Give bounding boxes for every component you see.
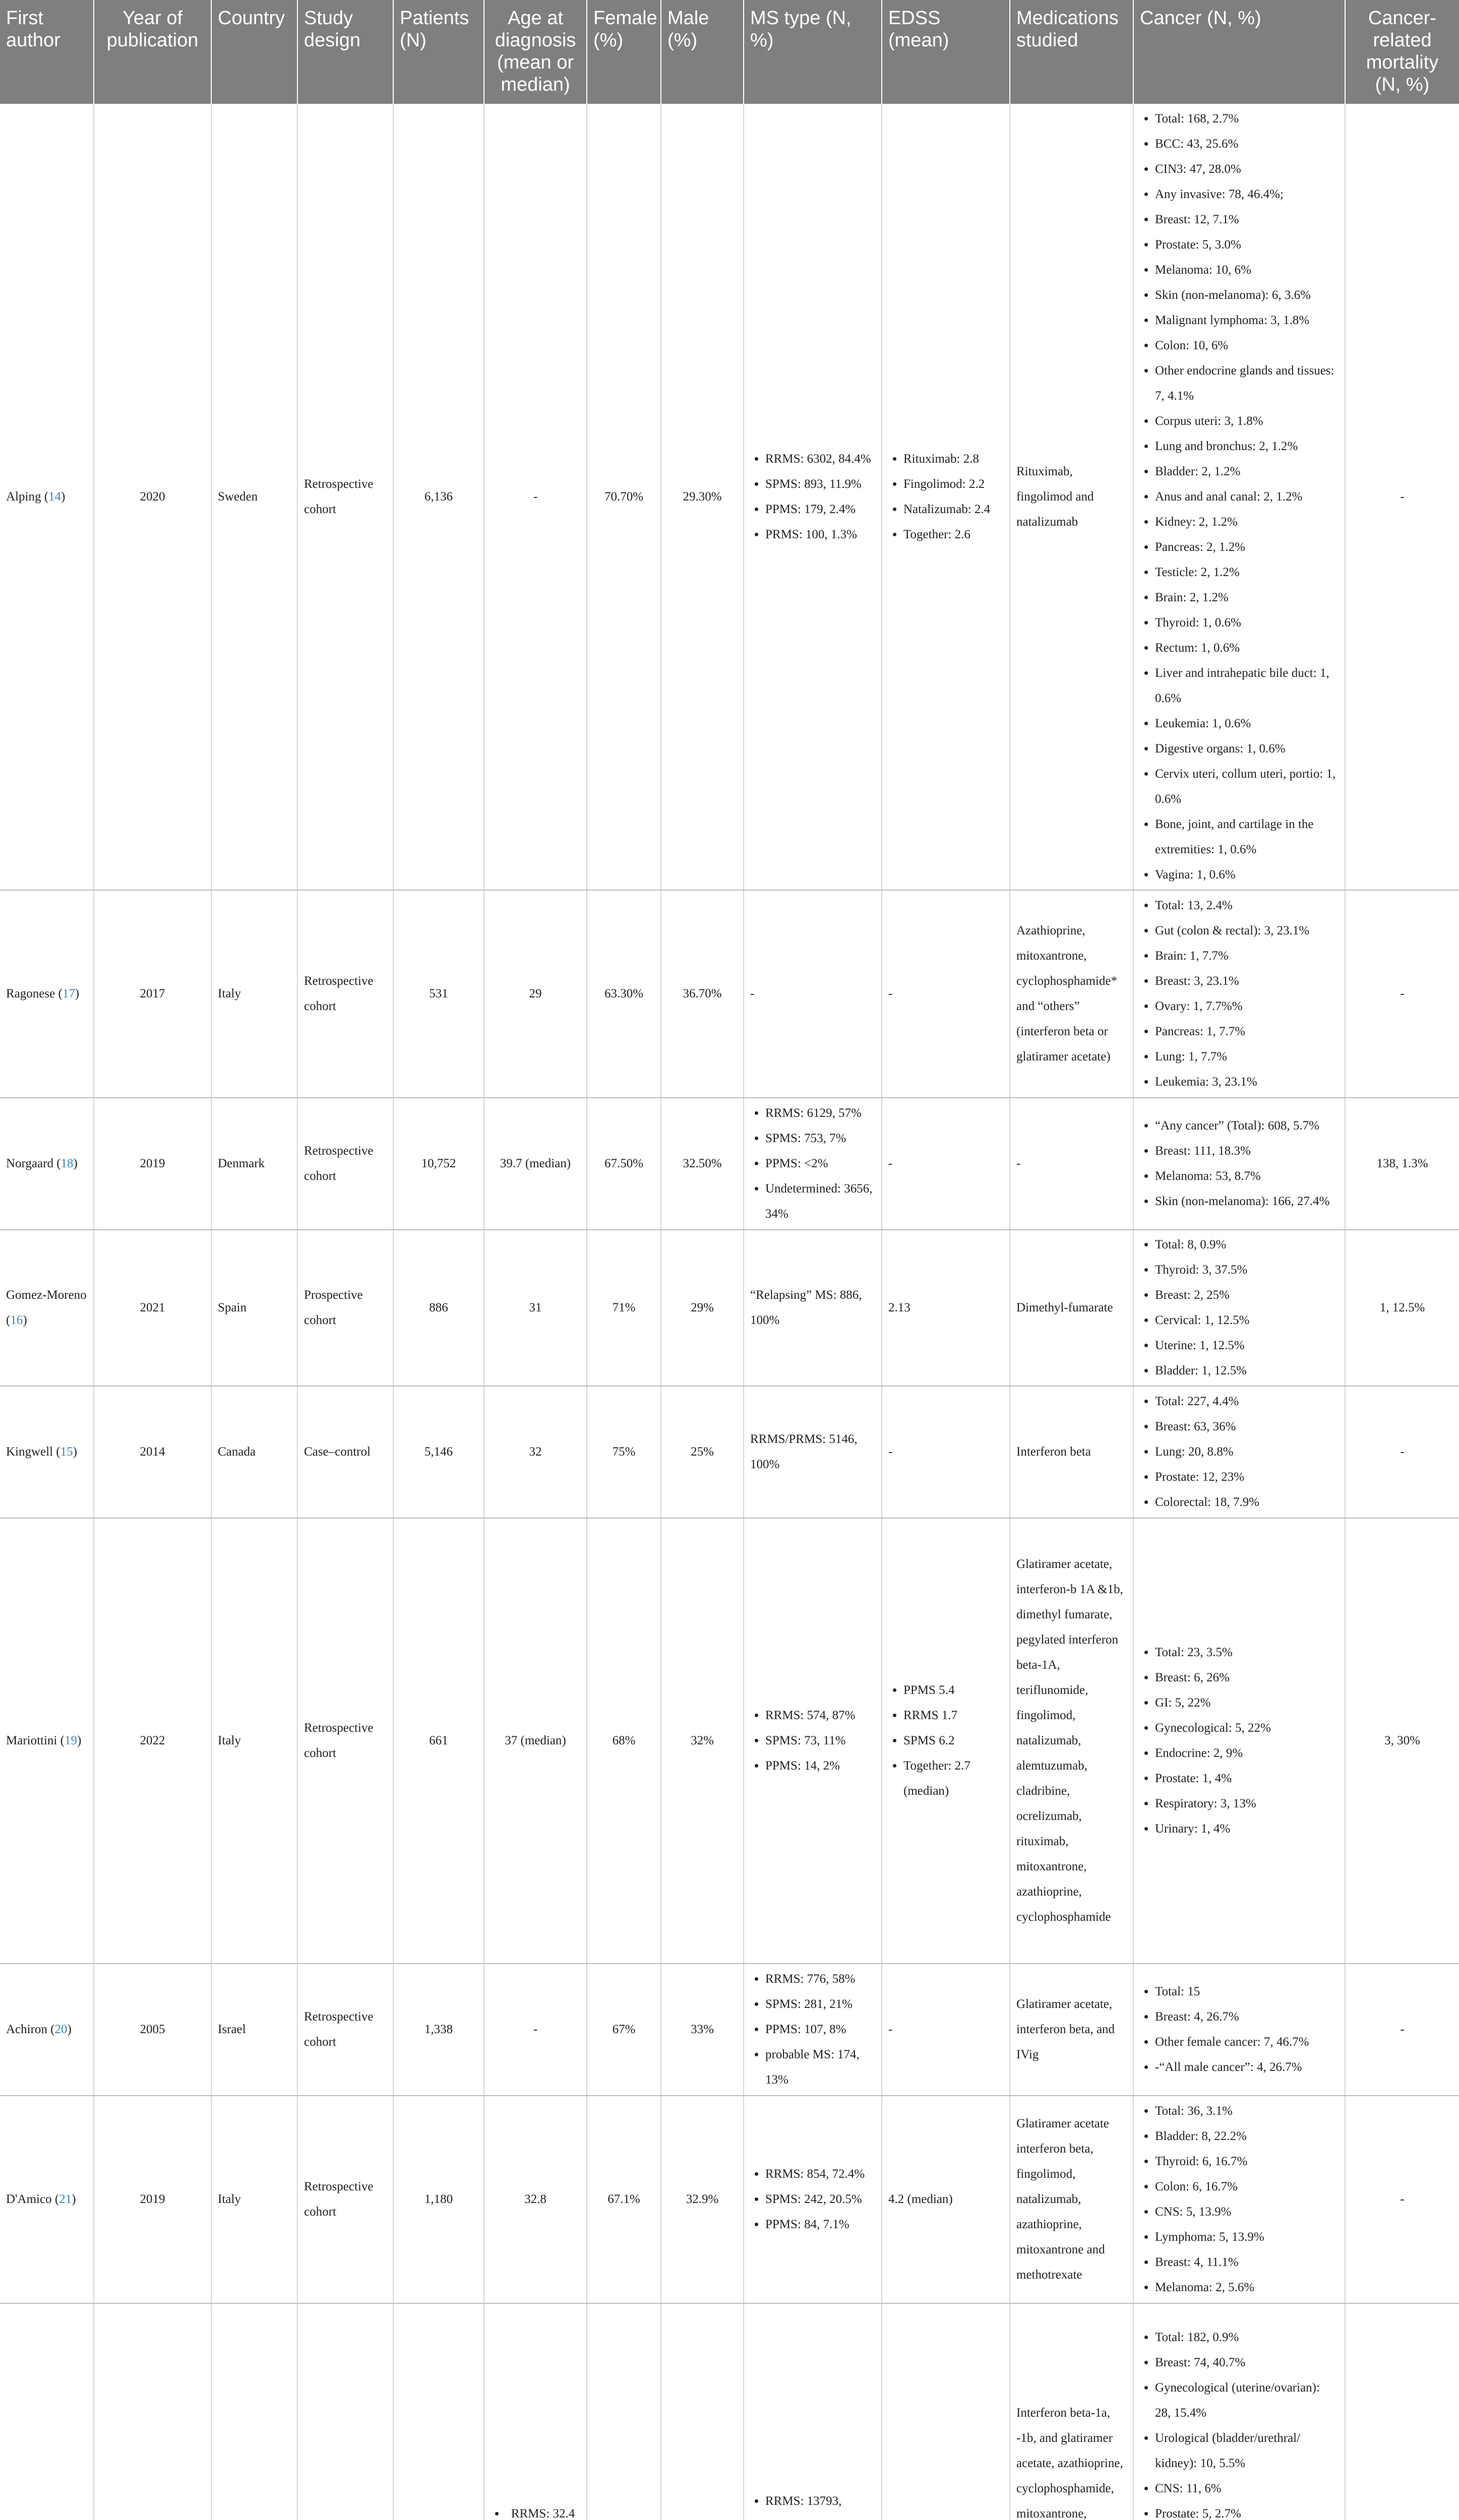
header-female: Female (%) [587,0,661,104]
list-item: • Leukemia: 3, 23.1% [1155,1069,1339,1095]
cell-male: 29% [661,1230,744,1386]
cell-patients: 531 [393,890,484,1098]
cell-cancer-list [1140,1389,1339,1515]
list-item: • Endocrine: 2, 9% [1155,1741,1339,1766]
cell-medications: - [1010,1098,1133,1230]
cell-medications: Interferon beta [1010,1386,1133,1518]
list-item: • Bladder: 8, 22.2% [1155,2124,1339,2149]
cell-ms-type [744,2096,882,2303]
list-item: • RRMS: 6129, 57% [765,1101,875,1126]
cell-mortality: 138, 1.3% [1345,1098,1459,1230]
list-item: • probable MS: 174, 13% [765,2042,875,2093]
cell-edss: - [882,1098,1010,1230]
cell-age: 32 [484,1386,587,1518]
cell-ms-type [744,1964,882,2096]
list-item: • Breast: 12, 7.1% [1155,207,1339,232]
list-item: • SPMS: 242, 20.5% [765,2187,875,2212]
cell-year: 2019 [94,2096,211,2303]
cell-patients: 1,180 [393,2096,484,2303]
list-item: • CNS: 11, 6% [1155,2476,1339,2501]
list-item: • Rituximab: 2.8 [903,447,1003,472]
header-study-design: Study design [297,0,393,104]
cell-cancer-list [1140,893,1339,1095]
list-item: • Testicle: 2, 1.2% [1155,560,1339,585]
cell-country: Canada [211,1386,297,1518]
list-item: • Prostate: 1, 4% [1155,1766,1339,1791]
author-name: Ragonese [6,987,55,1000]
list-item: • Total: 227, 4.4% [1155,1389,1339,1414]
cell-age: 32.8 [484,2096,587,2303]
cell-year: 2022 [94,1518,211,1964]
list-item: • Skin (non-melanoma): 6, 3.6% [1155,283,1339,308]
table-row [0,890,1459,1098]
reference-link[interactable]: 19 [64,1734,77,1747]
cell-author: Norgaard (18) [0,1098,94,1230]
cell-male: 33% [661,1964,744,2096]
list-item: • RRMS 1.7 [903,1703,1003,1728]
cell-age [484,2303,587,2520]
cell-male [661,2303,744,2520]
cell-patients [393,2303,484,2520]
cell-ms-type: - [744,890,882,1098]
cell-edss: - [882,1964,1010,2096]
cell-patients: 10,752 [393,1098,484,1230]
cell-cancer [1133,104,1345,890]
list-item: • Liver and intrahepatic bile duct: 1, 0.6% [1155,661,1339,711]
cell-medications: Dimethyl-fumarate [1010,1230,1133,1386]
cell-mortality [1345,2303,1459,2520]
list-item: • CNS: 5, 13.9% [1155,2199,1339,2225]
list-item: • Lung: 20, 8.8% [1155,1439,1339,1465]
list-item: • Uterine: 1, 12.5% [1155,1333,1339,1358]
list-item: • Prostate: 12, 23% [1155,1465,1339,1490]
cell-mortality: - [1345,1964,1459,2096]
list-item: • Urinary: 1, 4% [1155,1816,1339,1842]
cell-cancer [1133,2096,1345,2303]
author-name: Achiron [6,2023,47,2036]
header-medications: Medications studied [1010,0,1133,104]
author-name: D'Amico [6,2192,52,2206]
cell-author: Kingwell (15) [0,1386,94,1518]
cell-patients: 6,136 [393,104,484,890]
list-item: • Bone, joint, and cartilage in the extremities: 1, 0.6% [1155,812,1339,862]
cell-year: 2017 [94,890,211,1098]
cell-country [211,2303,297,2520]
list-item: • Lymphoma: 5, 13.9% [1155,2225,1339,2250]
cell-design: Retrospective cohort [297,1098,393,1230]
list-item: • Total: 13, 2.4% [1155,893,1339,918]
author-name: Norgaard [6,1157,53,1170]
list-item: • Thyroid: 1, 0.6% [1155,610,1339,636]
list-item: • Gut (colon & rectal): 3, 23.1% [1155,918,1339,943]
cell-year: 2014 [94,1386,211,1518]
cell-ms-type [744,1098,882,1230]
cell-edss [882,104,1010,890]
cell-patients: 1,338 [393,1964,484,2096]
list-item: • Pancreas: 2, 1.2% [1155,535,1339,560]
list-item: • Thyroid: 6, 16.7% [1155,2149,1339,2174]
list-item: • Lung: 1, 7.7% [1155,1044,1339,1069]
cell-mortality: 3, 30% [1345,1518,1459,1964]
header-male: Male (%) [661,0,744,104]
cell-female: 70.70% [587,104,661,890]
list-item: • RRMS: 574, 87% [765,1703,875,1728]
cell-design: Retrospective cohort [297,104,393,890]
cell-design: Case–control [297,1386,393,1518]
list-item: • Urological (bladder/urethral/ kidney): 10, 5.5% [1155,2426,1339,2476]
cell-female: 63.30% [587,890,661,1098]
list-item: • Breast: 4, 26.7% [1155,2004,1339,2030]
cell-male: 32.50% [661,1098,744,1230]
author-name: Mariottini [6,1734,57,1747]
list-item: • Melanoma: 10, 6% [1155,258,1339,283]
cell-ms-type: RRMS/PRMS: 5146, 100% [744,1386,882,1518]
list-item: • Leukemia: 1, 0.6% [1155,711,1339,736]
list-item: • Digestive organs: 1, 0.6% [1155,736,1339,762]
cell-ms-type: “Relapsing” MS: 886, 100% [744,1230,882,1386]
table-row [0,1518,1459,1964]
cell-medications: Glatiramer acetate, interferon-b 1A &1b, dimethyl fumarate, pegylated interferon beta-1A, teriflunomide, fingolimod, natalizumab, alemtuzumab, cladribine, ocrelizumab, rituximab, mitoxantrone, azathioprine, cyclophosphamide [1010,1518,1133,1964]
cell-age: - [484,1964,587,2096]
list-item: • Colorectal: 18, 7.9% [1155,1490,1339,1515]
list-item: • Prostate: 5, 3.0% [1155,232,1339,258]
author-name: Kingwell [6,1445,53,1459]
cell-design: Retrospective cohort [297,890,393,1098]
cell-cancer-list [1140,1640,1339,1842]
cell-year: 2020 [94,104,211,890]
cell-edss [882,2303,1010,2520]
list-item: • Total: 168, 2.7% [1155,106,1339,132]
header-country: Country [211,0,297,104]
list-item: • PPMS: 14, 2% [765,1753,875,1779]
cell-age: 39.7 (median) [484,1098,587,1230]
cell-age: - [484,104,587,890]
list-item: • GI: 5, 22% [1155,1690,1339,1716]
list-item: • Total: 15 [1155,1979,1339,2004]
cell-medications: Interferon beta-1a, -1b, and glatiramer acetate, azathioprine, cyclophosphamide, mitoxantrone, [1010,2303,1133,2520]
reference-link[interactable]: 20 [54,2023,68,2036]
cell-female: 75% [587,1386,661,1518]
list-item: • “Any cancer” (Total): 608, 5.7% [1155,1113,1339,1139]
cell-male: 36.70% [661,890,744,1098]
cell-country: Israel [211,1964,297,2096]
list-item: • PPMS 5.4 [903,1678,1003,1703]
list-item: • RRMS: 6302, 84.4% [765,447,875,472]
cell-cancer [1133,1964,1345,2096]
cell-age-list [491,2501,580,2520]
list-item: • PPMS: <2% [765,1151,875,1176]
cell-design [297,2303,393,2520]
cell-cancer [1133,1230,1345,1386]
cell-female: 67.50% [587,1098,661,1230]
list-item: • Breast: 63, 36% [1155,1414,1339,1439]
cell-country: Sweden [211,104,297,890]
cell-ms-type [744,104,882,890]
table-row [0,1964,1459,2096]
cell-cancer-list [1140,2325,1339,2520]
cell-year: 2005 [94,1964,211,2096]
cell-age: 31 [484,1230,587,1386]
cell-edss: 2.13 [882,1230,1010,1386]
cell-design: Retrospective cohort [297,1964,393,2096]
list-item: • Total: 23, 3.5% [1155,1640,1339,1665]
cell-cancer-list [1140,1979,1339,2080]
cell-author: Alping (14) [0,104,94,890]
cell-female: 71% [587,1230,661,1386]
list-item: • Cervix uteri, collum uteri, portio: 1, 0.6% [1155,762,1339,812]
list-item: • Brain: 1, 7.7% [1155,943,1339,969]
cell-edss [882,1518,1010,1964]
list-item: • Vagina: 1, 0.6% [1155,862,1339,888]
list-item: • Melanoma: 2, 5.6% [1155,2275,1339,2300]
cell-cancer [1133,1098,1345,1230]
cell-year: 2021 [94,1230,211,1386]
list-item: • Colon: 10, 6% [1155,333,1339,358]
cell-female: 67% [587,1964,661,2096]
list-item: • RRMS: 776, 58% [765,1967,875,1992]
list-item: • SPMS 6.2 [903,1728,1003,1753]
cell-country: Italy [211,2096,297,2303]
list-item: • SPMS: 753, 7% [765,1126,875,1151]
cell-author: Mariottini (19) [0,1518,94,1964]
cell-medications: Glatiramer acetate, interferon beta, and IVig [1010,1964,1133,2096]
cell-edss-list [888,1678,1003,1804]
cell-male: 32% [661,1518,744,1964]
cell-mortality: - [1345,104,1459,890]
header-first-author: First author [0,0,94,104]
table-row [0,1230,1459,1386]
author-name: Alping [6,489,41,503]
cell-medications: Rituximab, fingolimod and natalizumab [1010,104,1133,890]
list-item: • Fingolimod: 2.2 [903,472,1003,497]
header-year: Year of publication [94,0,211,104]
list-item: • -“All male cancer”: 4, 26.7% [1155,2055,1339,2080]
list-item: • Gynecological: 5, 22% [1155,1716,1339,1741]
list-item: • Cervical: 1, 12.5% [1155,1308,1339,1333]
cell-cancer [1133,1386,1345,1518]
cell-cancer-list [1140,1113,1339,1214]
header-ms-type: MS type (N, %) [744,0,882,104]
list-item: • Pancreas: 1, 7.7% [1155,1019,1339,1044]
list-item: • Other female cancer: 7, 46.7% [1155,2030,1339,2055]
list-item: • Breast: 111, 18.3% [1155,1139,1339,1164]
cell-female: 68% [587,1518,661,1964]
list-item: • Bladder: 2, 1.2% [1155,459,1339,484]
list-item: • SPMS: 281, 21% [765,1992,875,2017]
cell-ms-type-list [750,1101,875,1227]
cell-design: Prospective cohort [297,1230,393,1386]
cell-cancer-list [1140,1232,1339,1383]
cell-cancer [1133,890,1345,1098]
cell-medications: Glatiramer acetate interferon beta, fingolimod, natalizumab, azathioprine, mitoxantrone and methotrexate [1010,2096,1133,2303]
list-item: • Bladder: 1, 12.5% [1155,1358,1339,1383]
cell-edss-list [888,447,1003,547]
reference-link[interactable]: 17 [62,987,75,1000]
cell-edss: 4.2 (median) [882,2096,1010,2303]
list-item: • Malignant lymphoma: 3, 1.8% [1155,308,1339,333]
header-edss: EDSS (mean) [882,0,1010,104]
cell-author: Ragonese (17) [0,890,94,1098]
cell-design: Retrospective cohort [297,1518,393,1964]
cell-patients: 886 [393,1230,484,1386]
cell-ms-type-list [750,447,875,547]
cell-edss: - [882,1386,1010,1518]
cell-medications: Azathioprine, mitoxantrone, cyclophosphamide* and “others” (interferon beta or glatiramer acetate) [1010,890,1133,1098]
list-item: • BCC: 43, 25.6% [1155,132,1339,157]
list-item: • PPMS: 179, 2.4% [765,497,875,522]
cell-author [0,2303,94,2520]
reference-link[interactable]: 14 [48,489,62,503]
reference-link[interactable]: 21 [59,2192,72,2206]
list-item: • Skin (non-melanoma): 166, 27.4% [1155,1189,1339,1214]
cell-age: 29 [484,890,587,1098]
cell-design: Retrospective cohort [297,2096,393,2303]
list-item: • Respiratory: 3, 13% [1155,1791,1339,1816]
list-item: • Total: 182, 0.9% [1155,2325,1339,2350]
header-mortality: Cancer-related mortality (N, %) [1345,0,1459,104]
cell-ms-type [744,1518,882,1964]
cell-ms-type-list [750,1703,875,1779]
cell-female [587,2303,661,2520]
list-item: • Undetermined: 3656, 34% [765,1176,875,1227]
cell-author: D'Amico (21) [0,2096,94,2303]
reference-link[interactable]: 18 [60,1157,74,1170]
list-item: • Melanoma: 53, 8.7% [1155,1164,1339,1189]
list-item: • RRMS: 32.4 [506,2501,580,2520]
list-item: • Breast: 4, 11.1% [1155,2250,1339,2275]
header-age: Age at diagnosis (mean or median) [484,0,587,104]
header-cancer: Cancer (N, %) [1133,0,1345,104]
list-item: • Lung and bronchus: 2, 1.2% [1155,434,1339,459]
cell-patients: 5,146 [393,1386,484,1518]
list-item: • SPMS: 73, 11% [765,1728,875,1753]
cell-mortality: - [1345,1386,1459,1518]
list-item: • Breast: 3, 23.1% [1155,969,1339,994]
list-item: • Gynecological (uterine/ovarian): 28, 15.4% [1155,2375,1339,2426]
header-row [0,0,1459,104]
list-item: • Breast: 74, 40.7% [1155,2350,1339,2375]
cell-author: Achiron (20) [0,1964,94,2096]
header-patients: Patients (N) [393,0,484,104]
list-item: • Together: 2.6 [903,522,1003,547]
list-item: • Ovary: 1, 7.7%% [1155,994,1339,1019]
table-row [0,2096,1459,2303]
reference-link[interactable]: 15 [60,1445,73,1459]
cell-country: Italy [211,890,297,1098]
author-name: Gomez-Moreno [6,1288,87,1302]
cell-ms-type [744,2303,882,2520]
cell-cancer-list [1140,2099,1339,2300]
list-item: • CIN3: 47, 28.0% [1155,157,1339,182]
list-item: • Together: 2.7 (median) [903,1753,1003,1804]
cell-mortality: - [1345,2096,1459,2303]
cell-male: 29.30% [661,104,744,890]
cell-country: Spain [211,1230,297,1386]
cell-author: Gomez-Moreno (16) [0,1230,94,1386]
list-item: • Other endocrine glands and tissues: 7, 4.1% [1155,358,1339,409]
list-item: • Rectum: 1, 0.6% [1155,636,1339,661]
cell-cancer-list [1140,106,1339,888]
list-item: • Total: 8, 0.9% [1155,1232,1339,1257]
cell-cancer [1133,1518,1345,1964]
list-item: • RRMS: 854, 72.4% [765,2162,875,2187]
cell-male: 25% [661,1386,744,1518]
table-row [0,2303,1459,2520]
cell-ms-type-list [750,2162,875,2237]
table-row [0,1098,1459,1230]
cell-ms-type-list [750,2489,875,2520]
list-item: • Prostate: 5, 2.7% [1155,2501,1339,2520]
list-item: • Corpus uteri: 3, 1.8% [1155,409,1339,434]
list-item: • Natalizumab: 2.4 [903,497,1003,522]
cell-cancer [1133,2303,1345,2520]
cell-female: 67.1% [587,2096,661,2303]
list-item: • PPMS: 107, 8% [765,2017,875,2042]
list-item: • Any invasive: 78, 46.4%; [1155,182,1339,207]
cell-year: 2019 [94,1098,211,1230]
cell-country: Denmark [211,1098,297,1230]
list-item: • Kidney: 2, 1.2% [1155,510,1339,535]
cell-mortality: - [1345,890,1459,1098]
list-item: • PPMS: 84, 7.1% [765,2212,875,2237]
list-item: • Total: 36, 3.1% [1155,2099,1339,2124]
cell-patients: 661 [393,1518,484,1964]
list-item: • Breast: 2, 25% [1155,1283,1339,1308]
list-item: • Brain: 2, 1.2% [1155,585,1339,610]
cell-ms-type-list [750,1967,875,2093]
cell-mortality: 1, 12.5% [1345,1230,1459,1386]
list-item: • Breast: 6, 26% [1155,1665,1339,1690]
list-item: • Anus and anal canal: 2, 1.2% [1155,484,1339,510]
list-item: • RRMS: 13793, [765,2489,875,2520]
cell-country: Italy [211,1518,297,1964]
cell-edss: - [882,890,1010,1098]
cell-age: 37 (median) [484,1518,587,1964]
table-row [0,104,1459,890]
list-item: • Thyroid: 3, 37.5% [1155,1257,1339,1283]
cell-year [94,2303,211,2520]
reference-link[interactable]: 16 [10,1313,23,1327]
list-item: • Colon: 6, 16.7% [1155,2174,1339,2199]
cell-male: 32.9% [661,2096,744,2303]
list-item: • PRMS: 100, 1.3% [765,522,875,547]
table-row [0,1386,1459,1518]
list-item: • SPMS: 893, 11.9% [765,472,875,497]
